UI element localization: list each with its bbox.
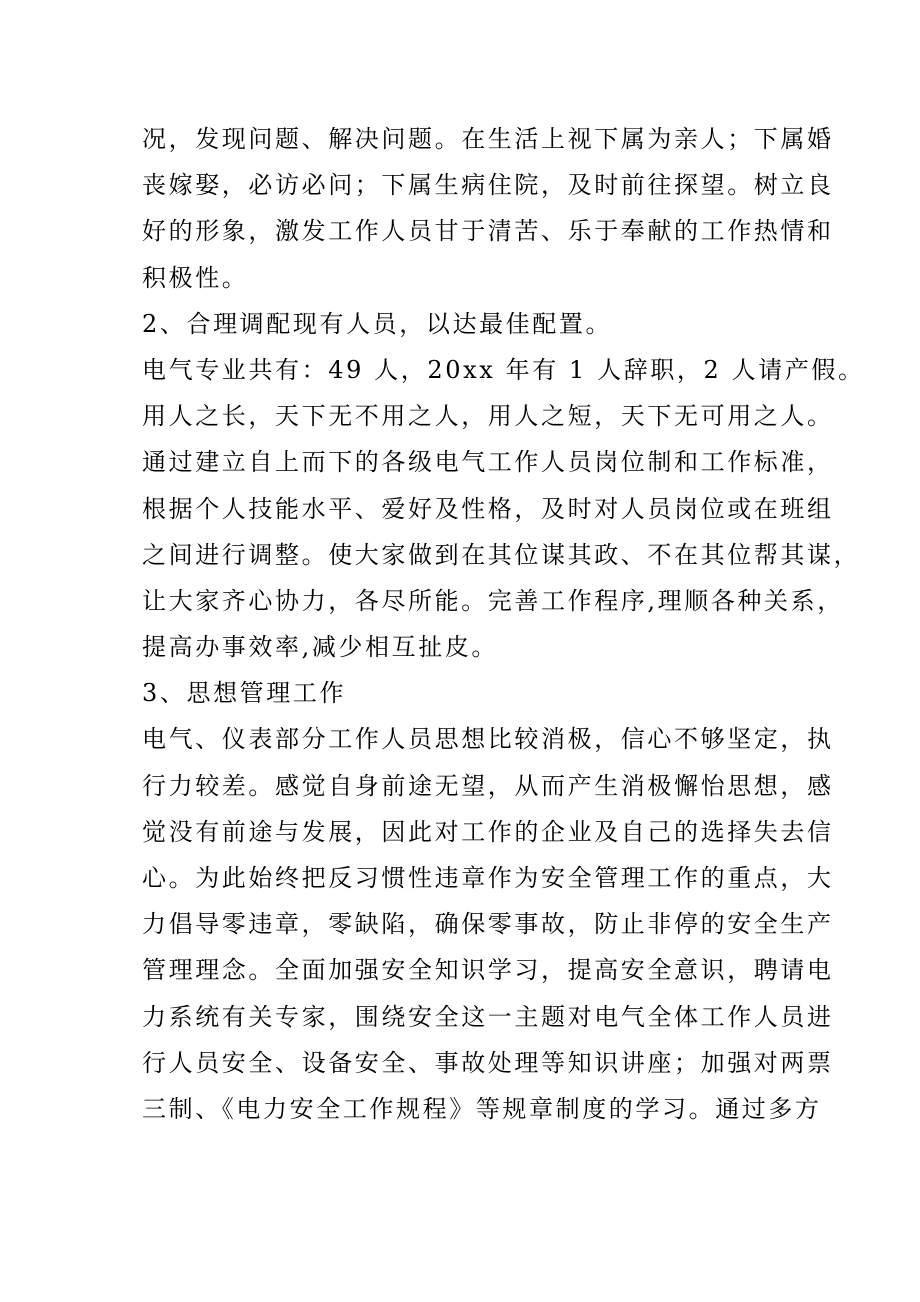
text-line: 根据个人技能水平、爱好及性格，及时对人员岗位或在班组 [142, 494, 834, 523]
text-line: 让大家齐心协力，各尽所能。完善工作程序,理顺各种关系， [142, 586, 844, 615]
text-line: 丧嫁娶，必访必问；下属生病住院，及时前往探望。树立良 [142, 171, 834, 200]
text-line: 通过建立自上而下的各级电气工作人员岗位制和工作标准， [142, 448, 834, 477]
text-line: 电气专业共有：49 人，20xx 年有 1 人辞职，2 人请产假。 [142, 355, 865, 384]
text-line: 况，发现问题、解决问题。在生活上视下属为亲人；下属婚 [142, 125, 834, 153]
text-line: 电气、仪表部分工作人员思想比较消极，信心不够坚定，执 [142, 725, 834, 754]
text-line: 行力较差。感觉自身前途无望，从而产生消极懈怡思想，感 [142, 771, 834, 800]
section-heading: 3、思想管理工作 [142, 679, 347, 708]
text-line: 用人之长，天下无不用之人，用人之短，天下无可用之人。 [142, 402, 834, 431]
text-line: 力倡导零违章，零缺陷，确保零事故，防止非停的安全生产 [142, 910, 834, 939]
body-text [142, 116, 865, 1132]
text-line: 积极性。 [142, 263, 249, 292]
text-line: 行人员安全、设备安全、事故处理等知识讲座；加强对两票 [142, 1048, 834, 1077]
text-line: 管理理念。全面加强安全知识学习，提高安全意识，聘请电 [142, 956, 834, 985]
section-heading: 2、合理调配现有人员，以达最佳配置。 [142, 309, 613, 338]
text-line: 觉没有前途与发展，因此对工作的企业及自己的选择失去信 [142, 817, 834, 846]
text-line: 三制、《电力安全工作规程》等规章制度的学习。通过多方 [142, 1094, 822, 1123]
text-line: 提高办事效率,减少相互扯皮。 [142, 633, 499, 662]
text-line: 之间进行调整。使大家做到在其位谋其政、不在其位帮其谋， [142, 540, 861, 569]
text-line: 力系统有关专家，围绕安全这一主题对电气全体工作人员进 [142, 1002, 834, 1031]
text-line: 心。为此始终把反习惯性违章作为安全管理工作的重点，大 [142, 864, 834, 892]
text-line: 好的形象，激发工作人员甘于清苦、乐于奉献的工作热情和 [142, 217, 834, 246]
